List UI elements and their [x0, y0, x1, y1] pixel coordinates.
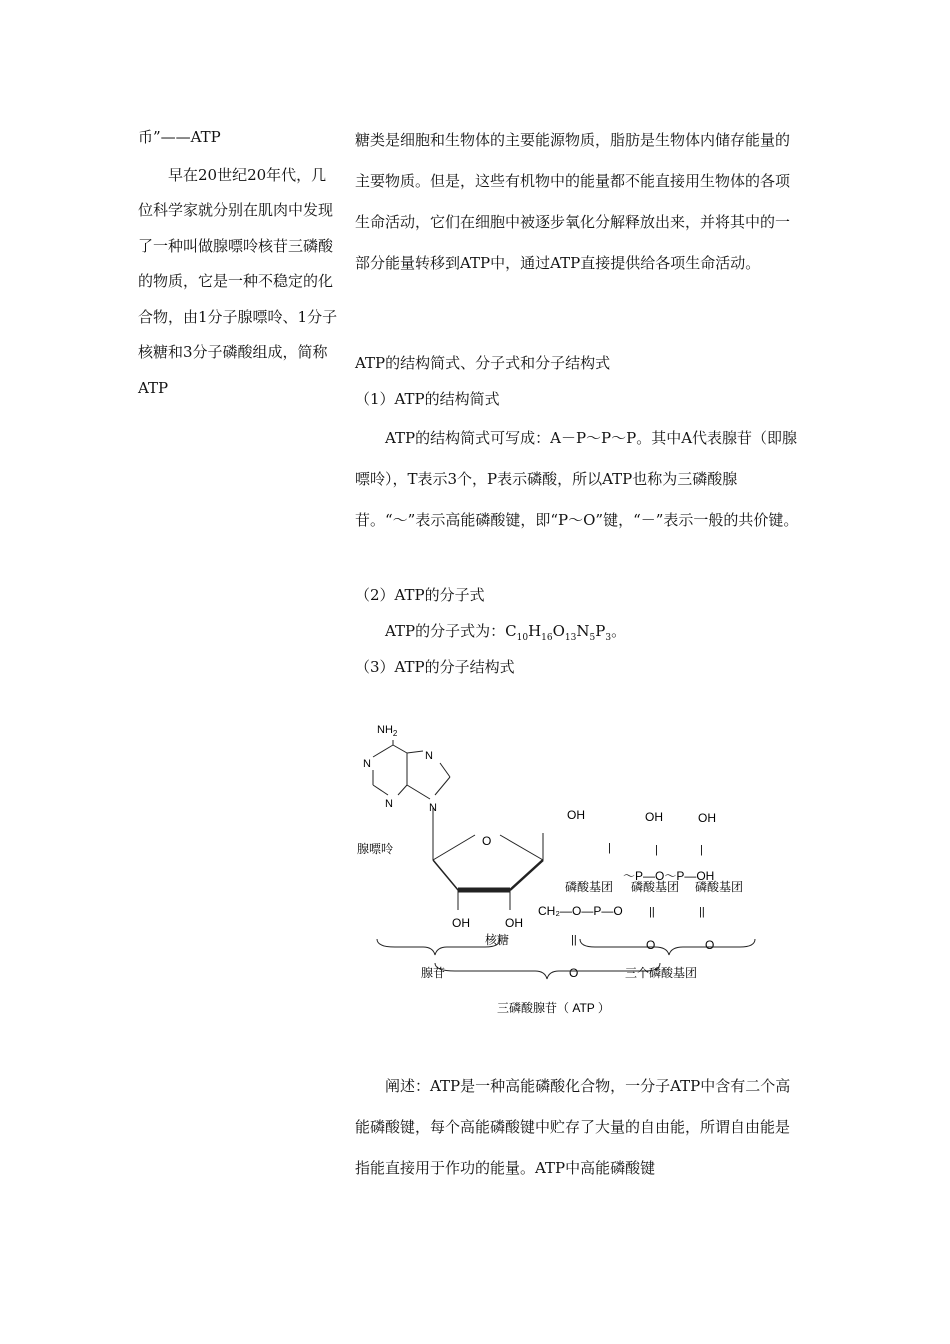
sub1-text-block: [355, 418, 800, 541]
oh-top-2: OH: [645, 810, 663, 824]
phosphate-o-2: O: [705, 938, 715, 952]
pipe-3: |: [700, 844, 703, 856]
phosphate-group-1: 磷酸基团: [565, 880, 614, 894]
ribose-label: 核糖: [485, 933, 510, 947]
left-column: [138, 120, 338, 406]
three-phosphate-label: 三个磷酸基团: [625, 966, 698, 980]
oh-top-3: OH: [698, 811, 716, 825]
adenosine-label: 腺苷: [421, 966, 446, 980]
sub1-title: （1）ATP的结构简式: [355, 390, 500, 408]
ring-oxygen-label: O: [482, 834, 492, 848]
bottom-explanation: 阐述：ATP是一种高能磷酸化合物，一分子ATP中含有二个高能磷酸键，每个高能磷酸键中贮存了大量的自由能，所谓自由能是指能直接用于作功的能量。ATP中高能磷酸键: [355, 1077, 791, 1177]
adenine-ring: [373, 740, 450, 823]
adenine-label: 腺嘌呤: [357, 842, 394, 856]
bottom-explanation-block: [355, 1066, 800, 1189]
double-bond-1: ||: [649, 906, 655, 918]
left-title-fragment: 币”——ATP: [138, 128, 221, 146]
phosphate-group-2: 磷酸基团: [631, 880, 680, 894]
sub2-prefix: ATP的分子式为：: [385, 622, 506, 640]
double-bond-2: ||: [699, 906, 705, 918]
ch2-chain: CH₂—O—P—O: [538, 904, 623, 918]
tilde-chain: ～P—O～P—OH: [623, 869, 715, 883]
sub2-title: （2）ATP的分子式: [355, 586, 485, 604]
ribose-oh-1: OH: [452, 916, 470, 930]
n-label-1: N: [363, 758, 371, 770]
left-paragraph: 早在20世纪20年代，几位科学家就分别在肌肉中发现了一种叫做腺嘌呤核苷三磷酸的物质，它是一种不稳定的化合物，由1分子腺嘌呤、1分子核糖和3分子磷酸组成，简称ATP: [138, 165, 338, 397]
n-label-3: N: [385, 798, 393, 810]
atp-structure-diagram: [355, 715, 775, 1025]
oh-top-1: OH: [567, 808, 585, 822]
intro-paragraph: 糖类是细胞和生物体的主要能源物质，脂肪是生物体内储存能量的主要物质。但是，这些有机物中的能量都不能直接用生物体的各项生命活动，它们在细胞中被逐步氧化分解释放出来，并将其中的一部分能量转移到ATP中，通过ATP直接提供给各项生命活动。: [355, 131, 791, 272]
pipe-1: |: [608, 842, 611, 854]
nh2-label: $NH_2$: [377, 724, 398, 738]
formula: $C_{10}H_{16}O_{13}N_5P_3$。: [505, 622, 627, 643]
atp-label: 三磷酸腺苷（ ATP ）: [497, 1001, 610, 1015]
right-column: [355, 120, 800, 284]
phosphate-o-1: O: [646, 938, 656, 952]
section-title: ATP的结构简式、分子式和分子结构式: [355, 354, 611, 372]
n-label-4: N: [429, 802, 437, 814]
double-bond-3: ||: [571, 934, 577, 946]
sub2-text: [385, 620, 626, 643]
ribose-oh-2: OH: [505, 916, 523, 930]
sub1-text: ATP的结构简式可写成：A－P～P～P。其中A代表腺苷（即腺嘌呤），T表示3个，P表示磷酸，所以ATP也称为三磷酸腺苷。“～”表示高能磷酸键，即“P～O”键，“－”表示一般的共价键。: [355, 429, 799, 529]
phosphate-o-3: O: [569, 966, 579, 980]
sub3-title: （3）ATP的分子结构式: [355, 658, 515, 676]
phosphate-group-3: 磷酸基团: [695, 880, 744, 894]
n-label-2: N: [425, 750, 433, 762]
pipe-2: |: [655, 844, 658, 856]
